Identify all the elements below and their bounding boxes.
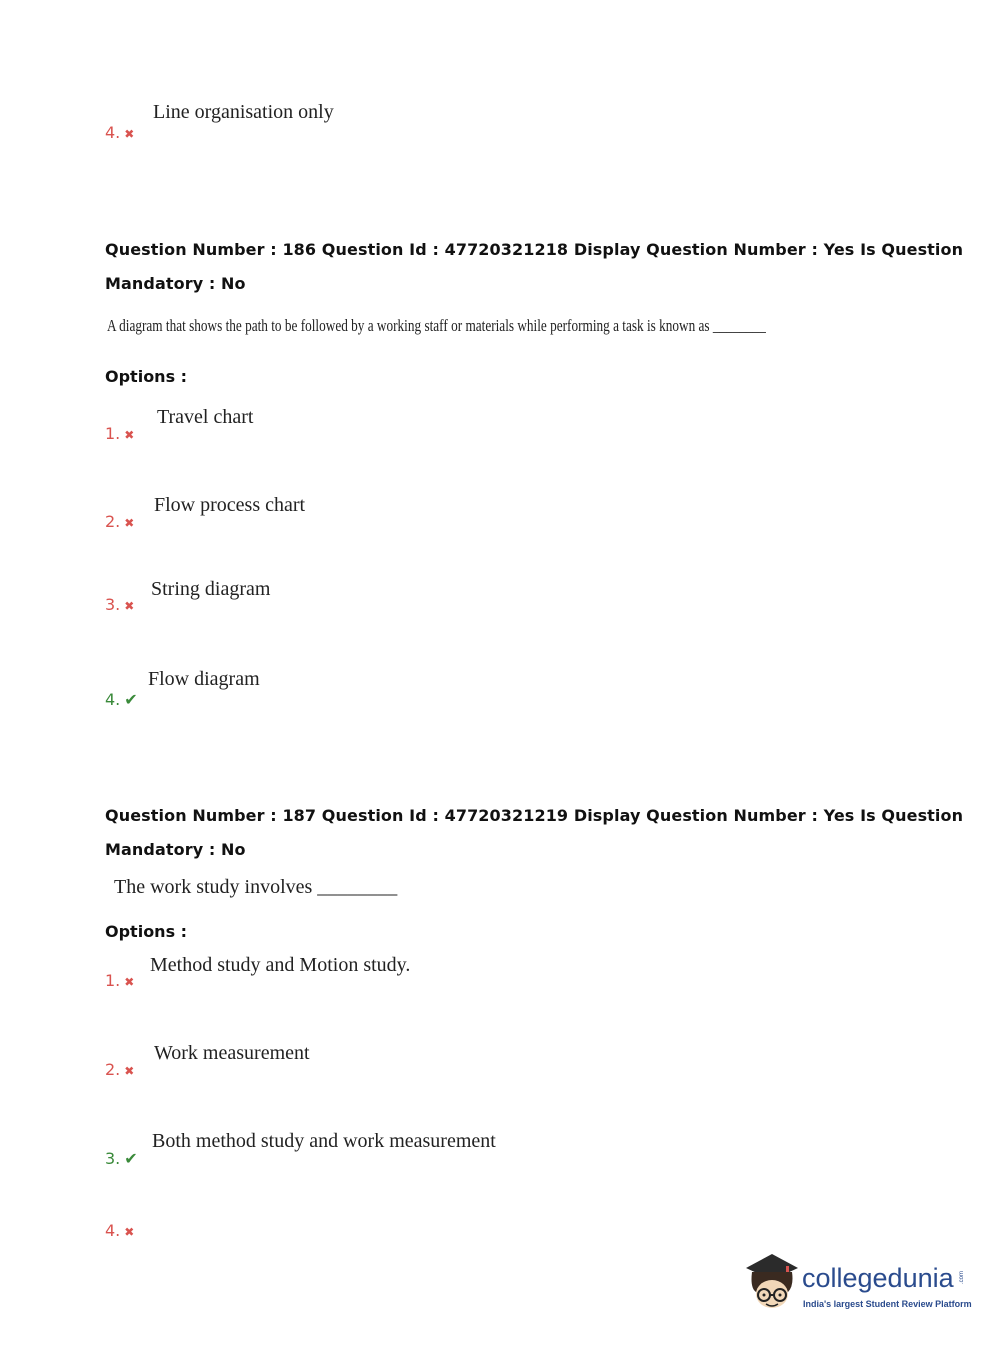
option-number: 2. [105, 1060, 121, 1079]
wrong-icon: ✖ [124, 1225, 135, 1239]
q186-option-3 [105, 595, 134, 614]
q187-header-line2: Mandatory : No [105, 840, 246, 859]
q187-option-1 [105, 971, 134, 990]
option-number: 1. [105, 424, 121, 443]
option-number: 2. [105, 512, 121, 531]
collegedunia-logo: collegedunia [802, 1263, 954, 1293]
wrong-icon: ✖ [124, 599, 135, 613]
q186-options-label: Options : [105, 367, 188, 386]
option-number: 3. [105, 1149, 121, 1168]
wrong-icon: ✖ [124, 1064, 135, 1078]
q187-option-3-text: Both method study and work measurement [152, 1130, 496, 1152]
option-number: 4. [105, 690, 121, 709]
q186-option-1-text: Travel chart [157, 406, 254, 428]
wrong-icon: ✖ [124, 428, 135, 442]
q187-option-4 [105, 1221, 134, 1240]
q186-header-line2: Mandatory : No [105, 274, 246, 293]
q185-option-4 [105, 123, 134, 142]
option-number: 1. [105, 971, 121, 990]
q186-option-2 [105, 512, 134, 531]
q186-option-4-text: Flow diagram [148, 668, 260, 690]
option-number: 3. [105, 595, 121, 614]
q187-options-label: Options : [105, 922, 188, 941]
q186-option-4 [105, 690, 138, 709]
wrong-icon: ✖ [124, 516, 135, 530]
q187-question-stem: The work study involves ________ [114, 876, 398, 898]
logo-domain-suffix: .com [959, 1271, 965, 1285]
q185-option-4-text: Line organisation only [153, 101, 334, 123]
q186-option-1 [105, 424, 134, 443]
logo-tagline: India's largest Student Review Platform [803, 1299, 972, 1309]
wrong-icon: ✖ [124, 975, 135, 989]
collegedunia-mascot-icon [742, 1248, 802, 1318]
q187-option-1-text: Method study and Motion study. [150, 954, 411, 976]
q187-option-2-text: Work measurement [154, 1042, 310, 1064]
check-icon: ✔ [124, 690, 138, 709]
q187-option-2 [105, 1060, 134, 1079]
q187-option-3 [105, 1149, 138, 1168]
check-icon: ✔ [124, 1149, 138, 1168]
q186-question-stem: A diagram that shows the path to be followed by a working staff or materials while performing a task is known as ________ [107, 316, 766, 335]
option-number: 4. [105, 123, 121, 142]
wrong-icon: ✖ [124, 127, 135, 141]
option-number: 4. [105, 1221, 121, 1240]
q186-header-line1: Question Number : 186 Question Id : 47720321218 Display Question Number : Yes Is Question [105, 240, 964, 259]
q186-option-3-text: String diagram [151, 578, 271, 600]
q187-header-line1: Question Number : 187 Question Id : 47720321219 Display Question Number : Yes Is Question [105, 806, 964, 825]
q186-option-2-text: Flow process chart [154, 494, 306, 516]
